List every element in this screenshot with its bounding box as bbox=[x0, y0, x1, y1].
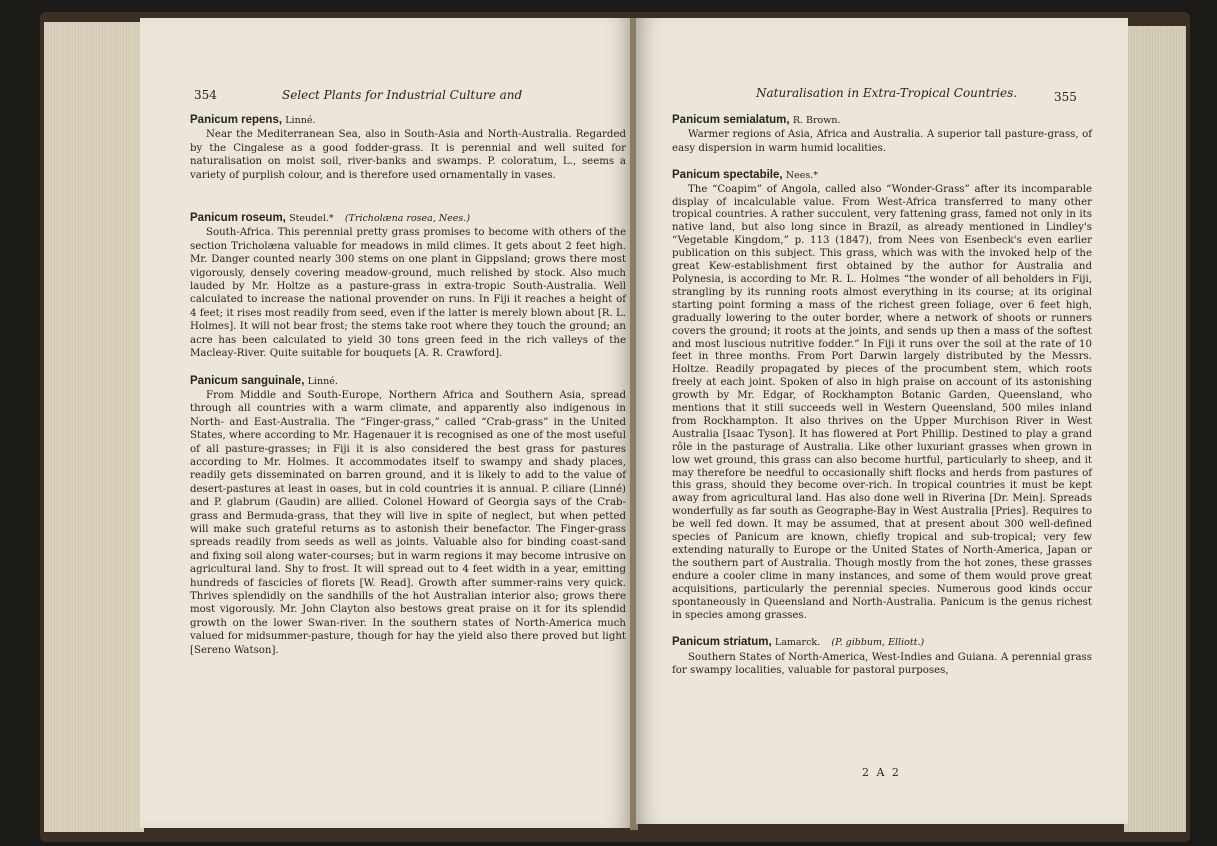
species-authority: R. Brown. bbox=[792, 115, 841, 126]
entry-heading bbox=[190, 212, 626, 225]
running-head: Naturalisation in Extra-Tropical Countries. bbox=[756, 86, 1018, 100]
running-head: Select Plants for Industrial Culture and bbox=[282, 88, 523, 102]
entry-text: Warmer regions of Asia, Africa and Australia. A superior tall pasture-grass, of easy dispersion in warm humid localities. bbox=[672, 129, 1092, 154]
left-page bbox=[140, 18, 632, 828]
entry-text: South-Africa. This perennial pretty grass promises to become with others of the section Tricholæna valuable for meadows in mild climes. It gets about 2 feet high. Mr. Danger counted nearly 300 stems on one plant in Gippsland; grows there most vigorously, densely covering meadow-ground, much relished by stock. Also much lauded by Mr. Holtze as a pasture-grass in extra-tropic South-Australia. Well calculated to increase the national provender on runs. In Fiji it reaches a height of 4 feet; it rises most readily from seed, even if the latter is merely blown about [R. L. Holmes]. It will not bear frost; the stems take root where they touch the ground; an acre has been calculated to yield 30 tons green feed in the rich valleys of the Macleay-River. Quite suitable for bouquets [A. R. Crawford]. bbox=[190, 227, 626, 360]
right-page bbox=[636, 18, 1128, 824]
species-name: Panicum sanguinale, bbox=[190, 374, 305, 387]
species-synonym: (Tricholæna rosea, Nees.) bbox=[344, 213, 471, 225]
entry-text: Southern States of North-America, West-Indies and Guiana. A perennial grass for swampy localities, valuable for pastoral purposes, bbox=[672, 651, 1092, 677]
entry-heading bbox=[672, 169, 1092, 182]
entry-text: From Middle and South-Europe, Northern Africa and Southern Asia, spread through all countries with a warm climate, and apparently also indigenous in North- and East-Australia. The “Finger-grass,” called “Crab-grass” in the United States, where according to Mr. Hagenauer it is recognised as one of the most useful of all pasture-grasses; in Fiji it is also considered the best grass for pastures according to Mr. Holmes. It accommodates itself to swampy and shady places, readily gets disseminated on barren ground, and it is likely to add to the value of desert-pastures at least in oases, but in cold countries it is annual. P. ciliare (Linné) and P. glabrum (Gaudin) are allied. Colonel Howard of Georgia says of the Crab-grass and Bermuda-grass, that they will live in spite of neglect, but when petted will make such grateful returns as to astonish their benefactor. The Finger-grass spreads readily from seeds as well as joints. Valuable also for binding coast-sand and fixing soil along water-courses; but in warm regions it may become intrusive on agricultural land. Shy to frost. It will spread out to 4 feet width in a year, emitting hundreds of fascicles of florets [W. Read]. Growth after summer-rains very quick. Thrives splendidly on the sandhills of the hot Australian interior also; grows there most vigorously. Mr. John Clayton also bestows great praise on it for its splendid growth on the lower Swan-river. In the southern states of North-America much valued for midsummer-pasture, though for hay the yield also there proved but light [Sereno Watson]. bbox=[190, 389, 626, 656]
page-number: 355 bbox=[1054, 90, 1077, 104]
page-edges-right bbox=[1124, 26, 1186, 832]
entry-panicum-sanguinale bbox=[190, 375, 626, 658]
entry-heading bbox=[190, 375, 626, 388]
entry-heading bbox=[190, 114, 626, 127]
entry-text: Near the Mediterranean Sea, also in South-Asia and North-Australia. Regarded by the Cingalese as a good fodder-grass. It is perennial and well suited for naturalisation on moist soil, river-banks and swamps. P. coloratum, L., seems a variety of purplish colour, and is therefore used ornamentally in vases. bbox=[190, 129, 626, 181]
entry-heading bbox=[672, 636, 1092, 649]
entry-text: The “Coapim” of Angola, called also “Wonder-Grass” after its incomparable display of incalculable value. From West-Africa transferred to many other tropical countries. A rather succulent, very fattening grass, famed not only in its native land, but also long since in Brazil, as already mentioned in Lindley's “Vegetable Kingdom,” p. 113 (1847), from Nees von Esenbeck's even earlier publication on this subject. This grass, which was with the invoked help of the great Kew-establishment first obtained by the author for Australia and Polynesia, is according to Mr. R. L. Holmes “the wonder of all beholders in Fiji, strangling by its running roots almost everything in its course; at its original starting point forming a mass of the richest green foliage, over 6 feet high, gradually lowering to the outer border, where a network of shoots or runners covers the ground; it roots at the joints, and sends up then a mass of the softest and most luscious nutritive fodder.” In Fiji it runs over the soil at the rate of 10 feet in three months. From Port Darwin largely distributed by the Messrs. Holtze. Readily propagated by pieces of the procumbent stem, which roots freely at each joint. Spoken of also in high praise on account of its astonishing growth by Mr. Edgar, of Rockhampton Botanic Garden, Queensland, who mentions that it still succeeds well in Western Queensland, 500 miles inland from Rockhampton. It also thrives on the Upper Murchison River in West Australia [Isaac Tyson]. It has flowered at Port Phillip. Destined to play a grand rôle in the pasturage of Australia. Like other luxuriant grasses when grown in low wet ground, this grass can also become hurtful, particularly to sheep, and it may therefore be needful to occasionally shift flocks and herds from pastures of this grass, should they become over-rich. In tropical countries it must be kept away from agricultural land. Has also done well in Riverina [Dr. Mein]. Spreads wonderfully as far south as Geographe-Bay in West Australia [Pries]. Requires to be well fed down. It may be assumed, that at present about 300 well-defined species of Panicum are known, chiefly tropical and sub-tropical; very few extending naturally to Europe or the United States of North-America, Japan or the southern part of Australia. Though mostly from the hot zones, these grasses endure a cooler clime in many instances, and some of them would prove great acquisitions, particularly the perennial species. Numerous good kinds occur spontaneously in Queensland and North-Australia. Panicum is the genus richest in species among grasses. bbox=[672, 183, 1092, 621]
species-authority: Nees.* bbox=[785, 170, 818, 182]
species-name: Panicum roseum, bbox=[190, 212, 286, 225]
species-name: Panicum spectabile, bbox=[672, 169, 783, 182]
species-name: Panicum semialatum, bbox=[672, 114, 790, 126]
page-body bbox=[190, 114, 626, 671]
species-name: Panicum striatum, bbox=[672, 636, 772, 649]
species-name: Panicum repens, bbox=[190, 114, 283, 126]
entry-panicum-roseum bbox=[190, 212, 626, 360]
species-authority: Lamarck. bbox=[774, 637, 821, 649]
entry-panicum-spectabile bbox=[672, 169, 1092, 622]
page-body bbox=[672, 114, 1092, 692]
species-authority: Linné. bbox=[285, 115, 316, 126]
entry-panicum-striatum bbox=[672, 636, 1092, 677]
species-authority: Linné. bbox=[307, 375, 338, 387]
species-authority: Steudel.* bbox=[289, 213, 334, 225]
entry-heading bbox=[672, 114, 1092, 127]
entry-panicum-semialatum bbox=[672, 114, 1092, 155]
species-synonym: (P. gibbum, Elliott.) bbox=[831, 637, 925, 649]
signature-mark: 2 A 2 bbox=[862, 766, 901, 779]
page-number: 354 bbox=[194, 88, 217, 102]
entry-panicum-repens bbox=[190, 114, 626, 182]
page-edges-left bbox=[44, 22, 144, 832]
